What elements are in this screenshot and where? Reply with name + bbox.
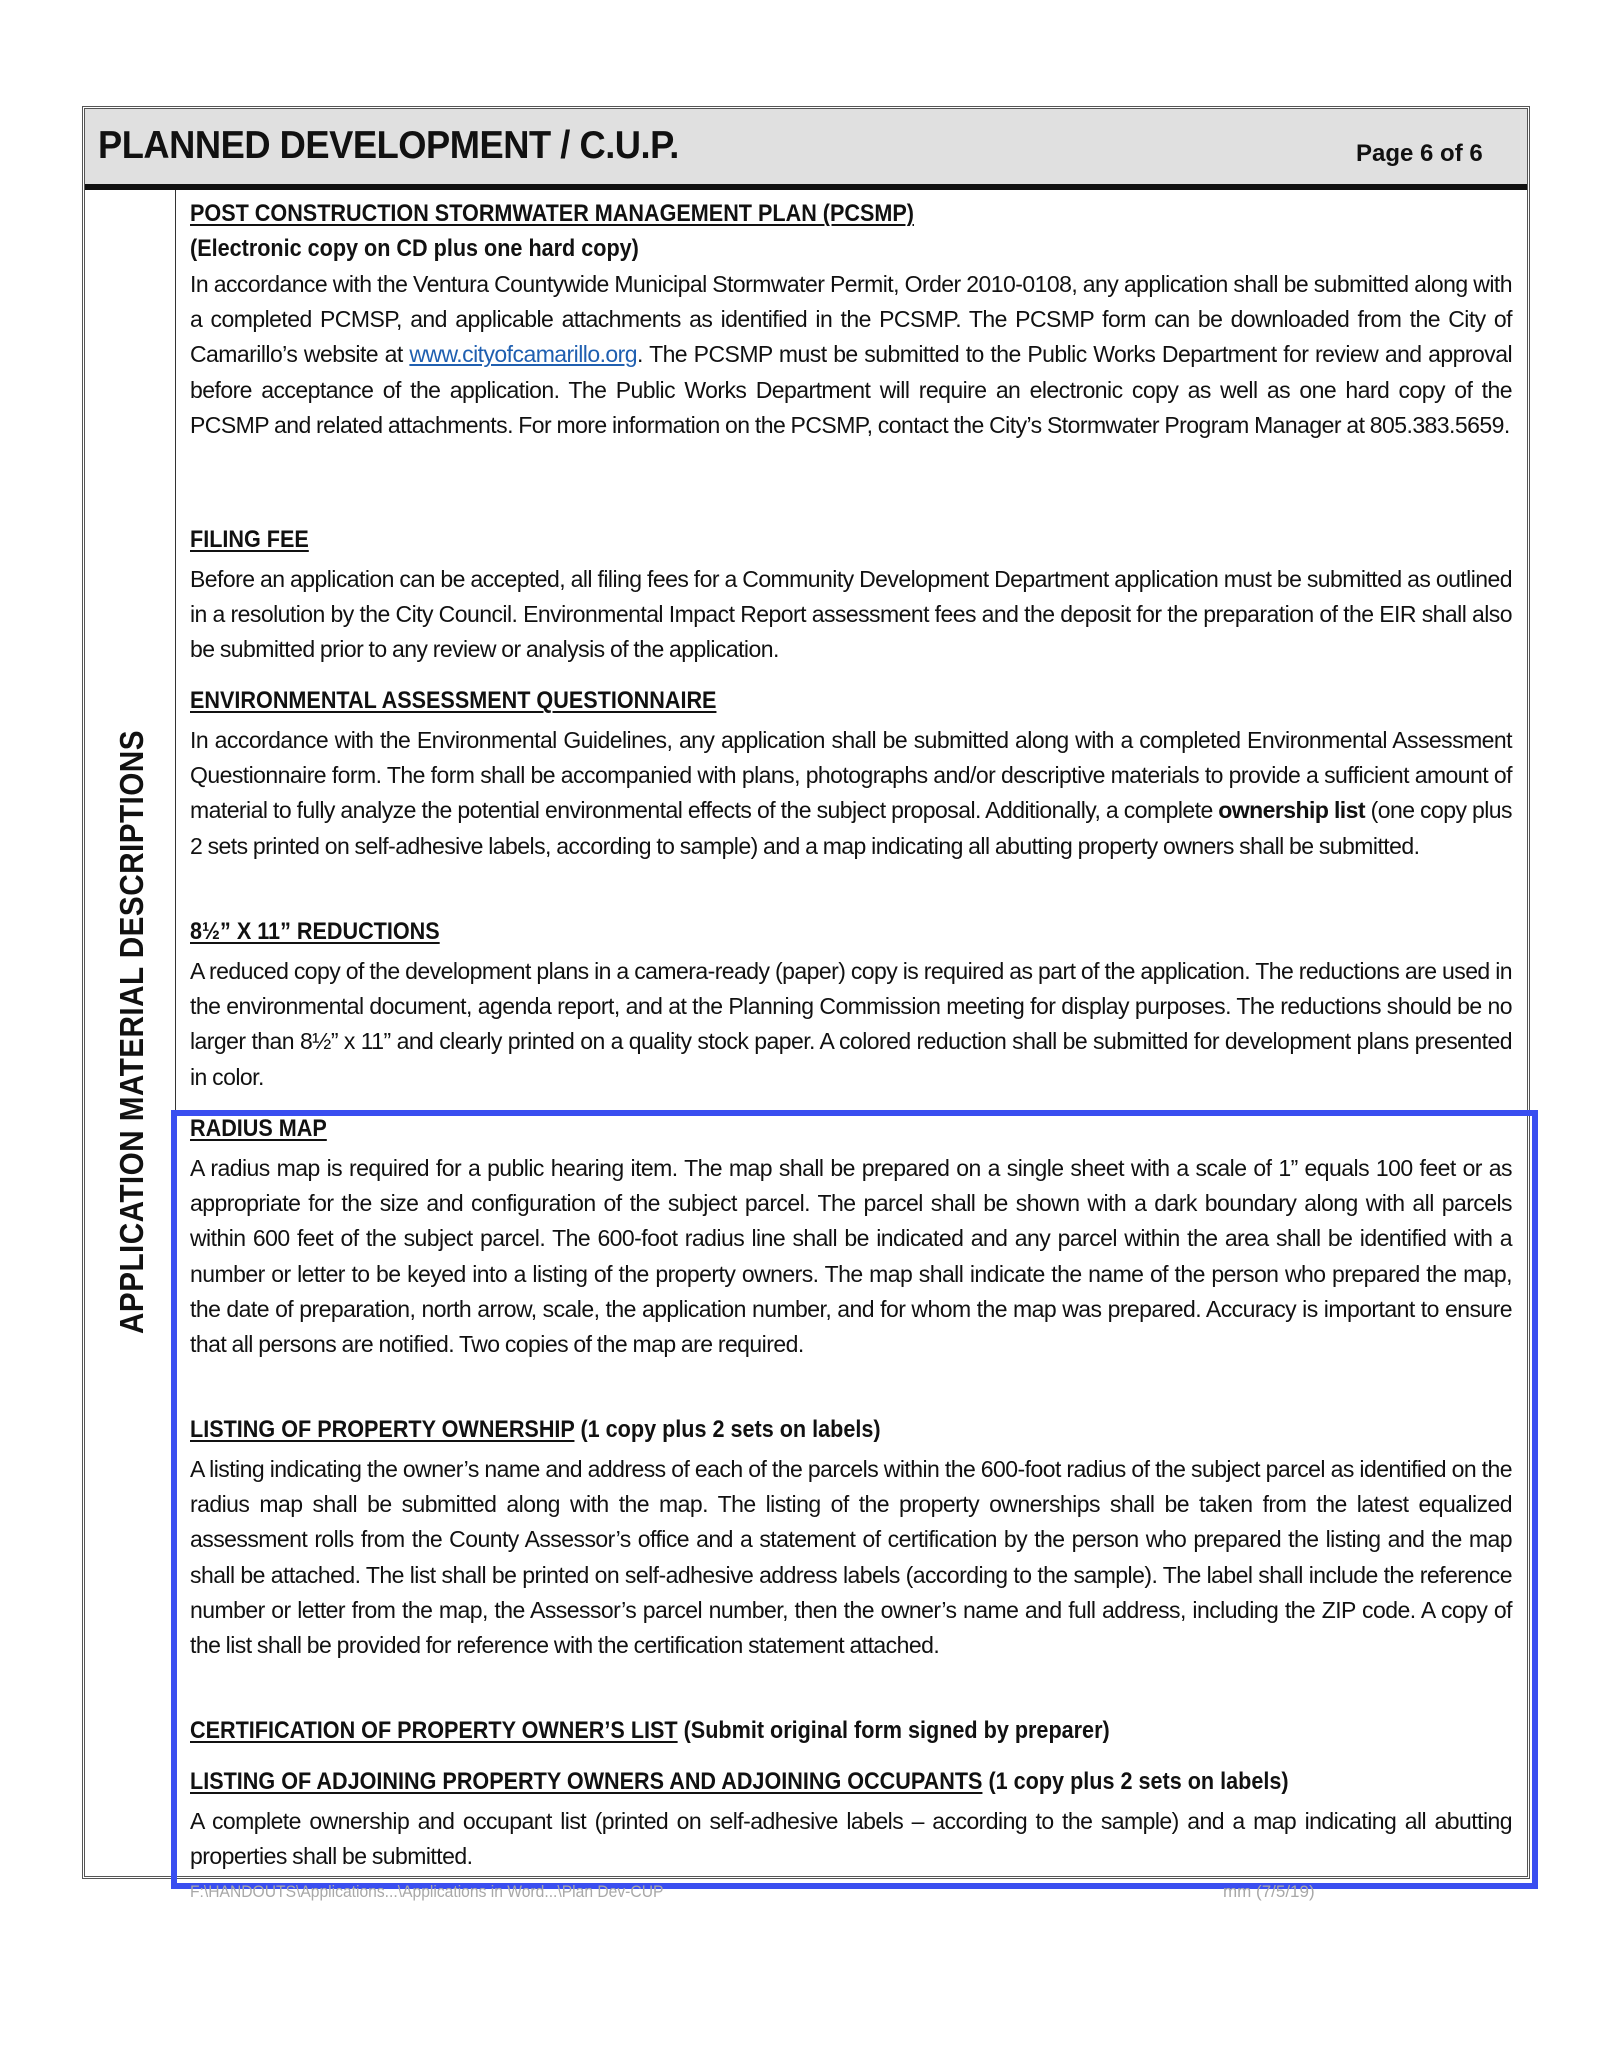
section-body: In accordance with the Ventura Countywide Municipal Stormwater Permit, Order 2010-0108, any application shall be submitted along with a completed PCMSP, and applicable attachments as identified in the PCSMP. The PCSMP form can be downloaded from the City of Camarillo’s website at www.cityofcamarillo.org. The PCSMP must be submitted to the Public Works Department for review and approval before acceptance of the application. The Public Works Department will require an electronic copy as well as one hard copy of the PCSMP and related attachments. For more information on the PCSMP, contact the City’s Stormwater Program Manager at 805.383.5659. [190,271,1513,438]
column-divider [175,190,176,1877]
section-pcsmp [190,196,1512,443]
ownership-list-emphasis: ownership list [1218,797,1365,824]
section-heading: FILING FEE [190,526,309,553]
section-body: A listing indicating the owner’s name and address of each of the parcels within the 600-foot radius of the subject parcel as identified on the radius map shall be submitted along with the map. The listing of the property ownerships shall be taken from the latest equalized assessment rolls from the County Assessor’s office and a statement of certification by the person who prepared the listing and the map shall be attached. The list shall be printed on self-adhesive address labels (according to the sample). The label shall include the reference number or letter from the map, the Assessor’s parcel number, then the owner’s name and full address, including the ZIP code. A copy of the list shall be provided for reference with the certification statement attached. [190,1456,1512,1659]
section-body: A reduced copy of the development plans in a camera-ready (paper) copy is required as part of the application. The reductions are used in the environmental document, agenda report, and at the Planning Commission meeting for display purposes. The reductions should be no larger than 8½” x 11” and clearly printed on a quality stock paper. A colored reduction shall be submitted for development plans presented in color. [190,958,1512,1090]
section-certification [190,1713,1512,1748]
footer-initials-date: mm (7/5/19) [1223,1882,1315,1901]
section-adjoining [190,1764,1512,1874]
section-env-questionnaire [190,683,1512,864]
header-rule [85,184,1527,190]
footer-file-path: F:\HANDOUTS\Applications...\Applications in Word...\Plan Dev-CUP [190,1882,664,1901]
section-heading: RADIUS MAP [190,1115,327,1142]
section-filing-fee [190,522,1512,668]
side-label: APPLICATION MATERIAL DESCRIPTIONS [113,730,150,1334]
section-body: Before an application can be accepted, all filing fees for a Community Development Department application must be submitted as outlined in a resolution by the City Council. Environmental Impact Report assessment fees and the deposit for the preparation of the EIR shall also be submitted prior to any review or analysis of the application. [190,566,1512,663]
section-heading: LISTING OF ADJOINING PROPERTY OWNERS AND ADJOINING OCCUPANTS (1 copy plus 2 sets on labels) [190,1768,1289,1795]
section-subheading: (Electronic copy on CD plus one hard copy) [190,235,639,262]
section-heading: CERTIFICATION OF PROPERTY OWNER’S LIST (Submit original form signed by preparer) [190,1717,1110,1744]
section-heading: 8½” X 11” REDUCTIONS [190,918,440,945]
page-indicator: Page 6 of 6 [1356,140,1483,167]
section-body: A complete ownership and occupant list (printed on self-adhesive labels – according to the sample) and a map indicating all abutting properties shall be submitted. [190,1808,1512,1870]
section-heading: LISTING OF PROPERTY OWNERSHIP (1 copy plus 2 sets on labels) [190,1416,881,1443]
section-body: A radius map is required for a public hearing item. The map shall be prepared on a single sheet with a scale of 1” equals 100 feet or as appropriate for the size and configuration of the subject parcel. The parcel shall be shown with a dark boundary along with all parcels within 600 feet of the subject parcel. The 600-foot radius line shall be indicated and any parcel within the area shall be identified with a number or letter to be keyed into a listing of the property owners. The map shall indicate the name of the person who prepared the map, the date of preparation, north arrow, scale, the application number, and for whom the map was prepared. Accuracy is important to ensure that all persons are notified. Two copies of the map are required. [190,1155,1512,1358]
section-radius-map [190,1111,1512,1362]
page-title: PLANNED DEVELOPMENT / C.U.P. [98,124,679,167]
section-property-ownership [190,1412,1512,1663]
website-link[interactable]: www.cityofcamarillo.org [409,341,638,368]
section-reductions [190,914,1512,1095]
section-heading: ENVIRONMENTAL ASSESSMENT QUESTIONNAIRE [190,687,717,714]
section-heading: POST CONSTRUCTION STORMWATER MANAGEMENT PLAN (PCSMP) [190,200,914,227]
section-body: In accordance with the Environmental Guidelines, any application shall be submitted along with a completed Environmental Assessment Questionnaire form. The form shall be accompanied with plans, photographs and/or descriptive materials to provide a sufficient amount of material to fully analyze the potential environmental effects of the subject proposal. Additionally, a complete ownership list (one copy plus 2 sets printed on self-adhesive labels, according to sample) and a map indicating all abutting property owners shall be submitted. [190,727,1512,859]
